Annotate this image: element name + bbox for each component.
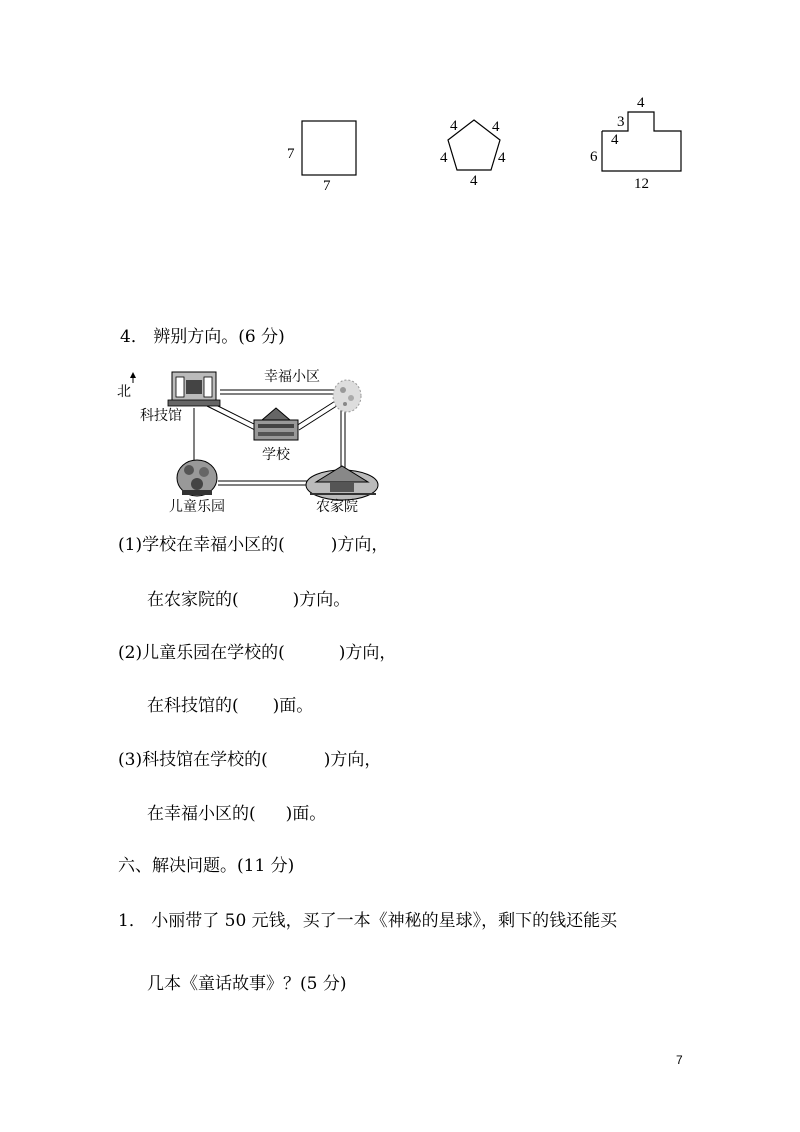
question-1-line-2-end: )方向。 (292, 590, 351, 610)
question-2-line-2 (147, 698, 313, 715)
question-1-line-2 (147, 592, 350, 609)
question-1-line-2-start: 在农家院的( (147, 590, 239, 610)
science-museum-label: 科技馆 (140, 408, 182, 424)
square-left-label: 7 (287, 146, 295, 162)
section4-title: 4． 辨别方向。(6 分) (120, 327, 285, 347)
question-1-line-1-end: )方向， (330, 535, 389, 555)
question-3-line-1-end: )方向， (323, 750, 382, 770)
question-2-line-1-end: )方向， (338, 643, 397, 663)
happy-community-icon (333, 380, 361, 412)
composite-step-label: 3 (617, 114, 625, 130)
farmhouse-label: 农家院 (316, 499, 358, 515)
composite-left-label: 6 (590, 149, 598, 165)
question-3-line-2 (147, 806, 326, 823)
square-bottom-label: 7 (323, 178, 331, 194)
pentagon-bottom-label: 4 (470, 173, 478, 189)
question-3-line-1-start: (3)科技馆在学校的( (118, 750, 268, 770)
pentagon-right-label: 4 (498, 150, 506, 166)
children-park-label: 儿童乐园 (169, 499, 225, 515)
farmhouse-icon (306, 466, 378, 500)
page-number: 7 (676, 1053, 683, 1067)
pentagon-top-right-label: 4 (492, 119, 500, 135)
school-icon (254, 408, 298, 440)
problem-1-line-1: 1． 小丽带了 50 元钱，买了一本《神秘的星球》，剩下的钱还能买 (118, 911, 618, 931)
pentagon-top-left-label: 4 (450, 118, 458, 134)
question-1-line-1 (118, 537, 388, 554)
north-label: 北 (117, 384, 131, 400)
pentagon-left-label: 4 (440, 150, 448, 166)
composite-bottom-label: 12 (634, 176, 649, 192)
question-3-line-2-start: 在幸福小区的( (147, 804, 256, 824)
question-3-line-2-end: )面。 (285, 804, 327, 824)
section6-title: 六、解决问题。(11 分) (118, 856, 295, 876)
question-3-line-1 (118, 752, 381, 769)
school-label: 学校 (262, 447, 290, 463)
composite-top-label: 4 (637, 95, 645, 111)
children-park-icon (177, 460, 217, 496)
question-2-line-1 (118, 645, 396, 662)
composite-inner-left-label: 4 (611, 132, 619, 148)
question-2-line-2-start: 在科技馆的( (147, 696, 239, 716)
problem-1-line-2: 几本《童话故事》？(5 分) (147, 974, 347, 994)
question-2-line-1-start: (2)儿童乐园在学校的( (118, 643, 285, 663)
happy-community-label: 幸福小区 (264, 369, 320, 385)
question-2-line-2-end: )面。 (272, 696, 314, 716)
question-1-line-1-start: (1)学校在幸福小区的( (118, 535, 285, 555)
science-museum-icon (168, 372, 220, 406)
